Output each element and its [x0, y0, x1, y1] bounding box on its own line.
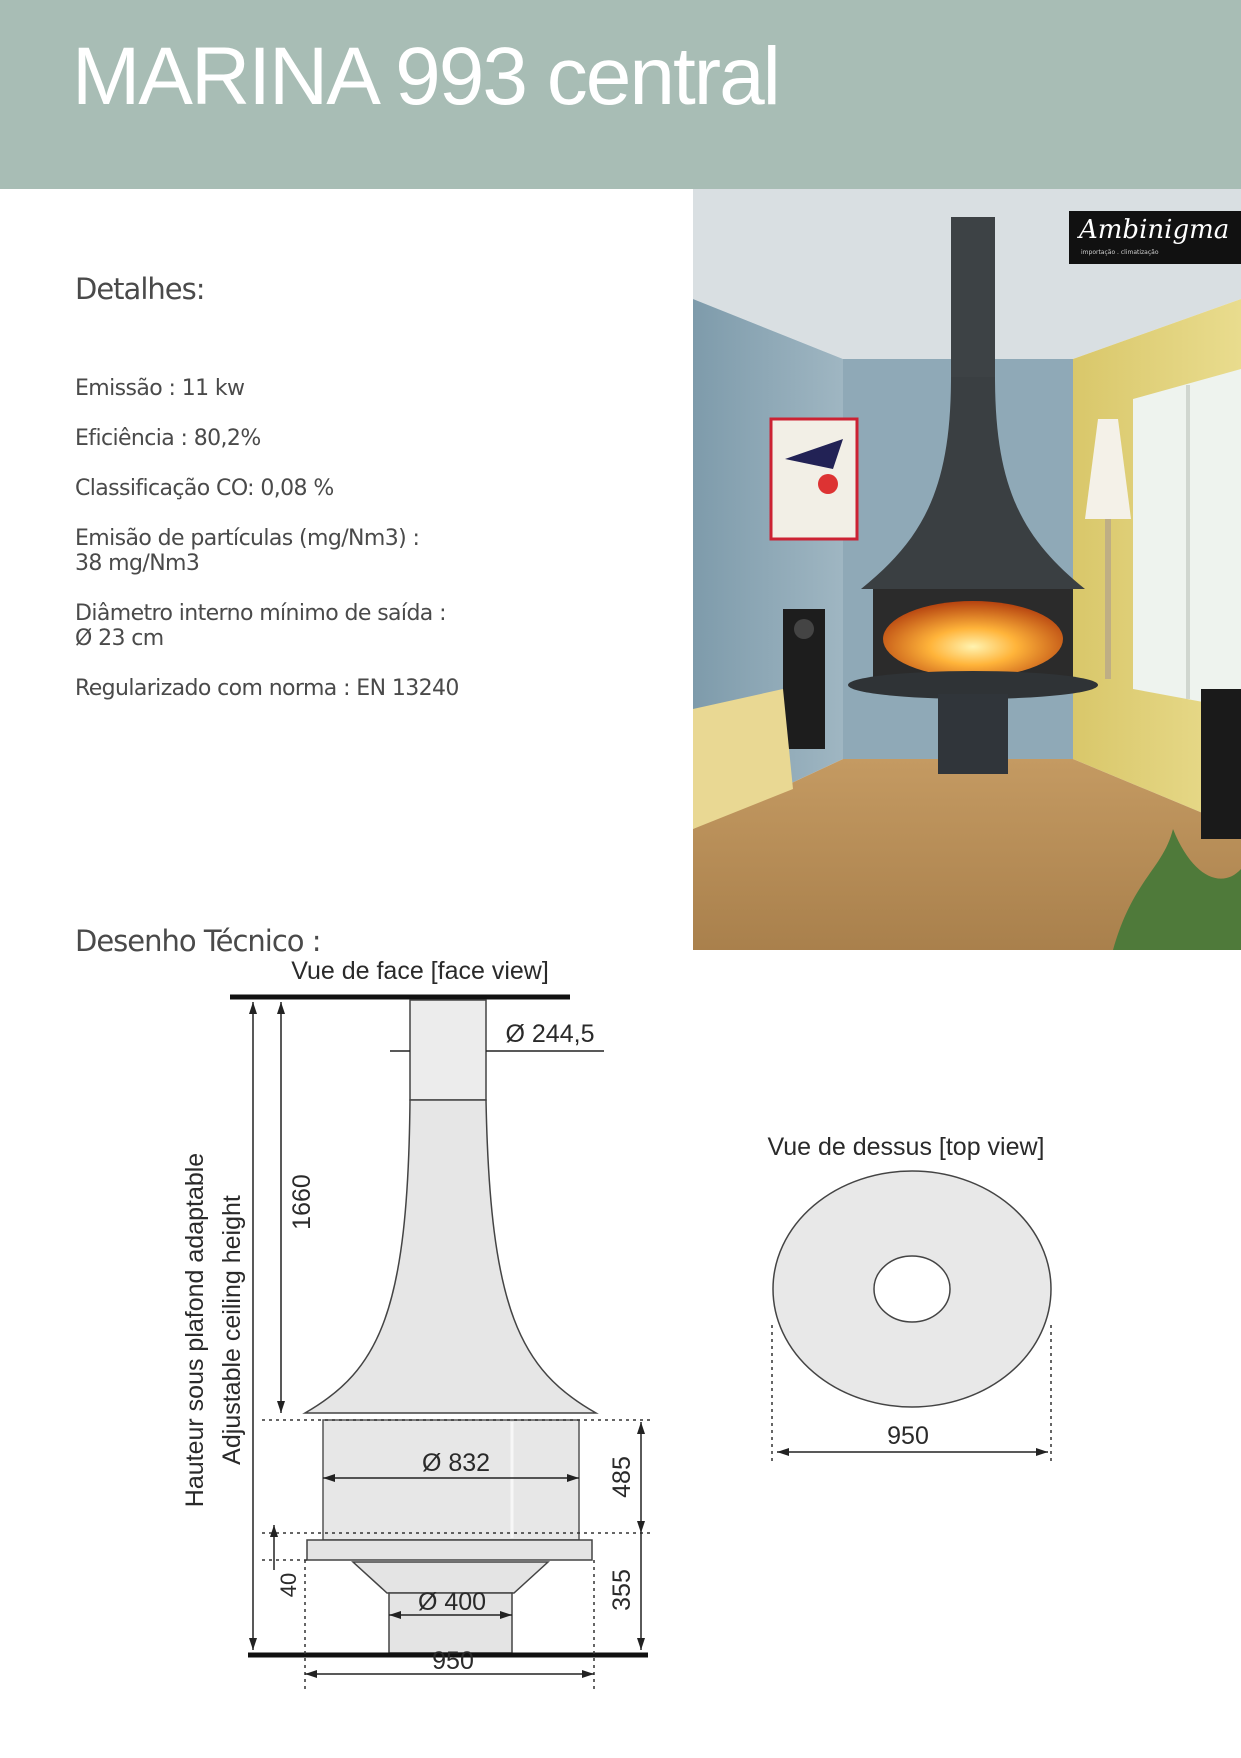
header-band — [0, 0, 1241, 189]
dim-base-diameter: Ø 400 — [417, 1588, 487, 1616]
product-photo — [693, 189, 1241, 950]
spec-item — [75, 601, 635, 651]
dim-plate-thickness: 40 — [276, 1572, 301, 1598]
spec-item — [75, 476, 635, 501]
side-label-en: Adjustable ceiling height — [218, 1195, 246, 1465]
hood-shape — [305, 1100, 596, 1413]
spec-line: Diâmetro interno mínimo de saída : — [75, 601, 446, 626]
dim-width-top: 950 — [887, 1422, 929, 1450]
details-heading: Detalhes: — [75, 272, 205, 306]
dim-glass-diameter: Ø 832 — [421, 1449, 491, 1477]
base-plate — [307, 1540, 592, 1560]
spec-list — [75, 376, 635, 726]
spec-line: 38 mg/Nm3 — [75, 551, 200, 576]
side-label-fr: Hauteur sous plafond adaptable — [181, 1152, 209, 1508]
dim-width-face: 950 — [432, 1647, 474, 1675]
top-view-label: Vue de dessus [top view] — [767, 1133, 1045, 1161]
spec-line: Emissão : 11 kw — [75, 376, 245, 401]
brand-name: Ambinigma — [1079, 215, 1230, 245]
dim-glass-height: 485 — [608, 1456, 636, 1498]
spec-line: Classificação CO: 0,08 % — [75, 476, 334, 501]
spec-line: Eficiência : 80,2% — [75, 426, 261, 451]
top-view-flue-hole — [874, 1256, 950, 1322]
spec-line: Regularizado com norma : EN 13240 — [75, 676, 459, 701]
technical-drawing-heading: Desenho Técnico : — [75, 924, 321, 958]
spec-item — [75, 376, 635, 401]
brand-logo — [1069, 211, 1241, 264]
technical-drawing-svg — [0, 950, 1241, 1754]
dim-base-height: 355 — [608, 1569, 636, 1611]
technical-drawing — [0, 950, 1241, 1754]
dim-flue-diameter: Ø 244,5 — [505, 1020, 595, 1048]
spec-item — [75, 426, 635, 451]
face-view-label: Vue de face [face view] — [291, 957, 549, 985]
brand-tagline: importação . climatização — [1081, 249, 1159, 256]
spec-item — [75, 526, 635, 576]
dim-hood-height: 1660 — [288, 1174, 316, 1230]
page-title: MARINA 993 central — [72, 31, 779, 122]
spec-item — [75, 676, 635, 701]
glass-cylinder — [323, 1420, 579, 1540]
spec-line: Ø 23 cm — [75, 626, 164, 651]
spec-line: Emisão de partículas (mg/Nm3) : — [75, 526, 420, 551]
flue-pipe — [410, 1000, 486, 1100]
